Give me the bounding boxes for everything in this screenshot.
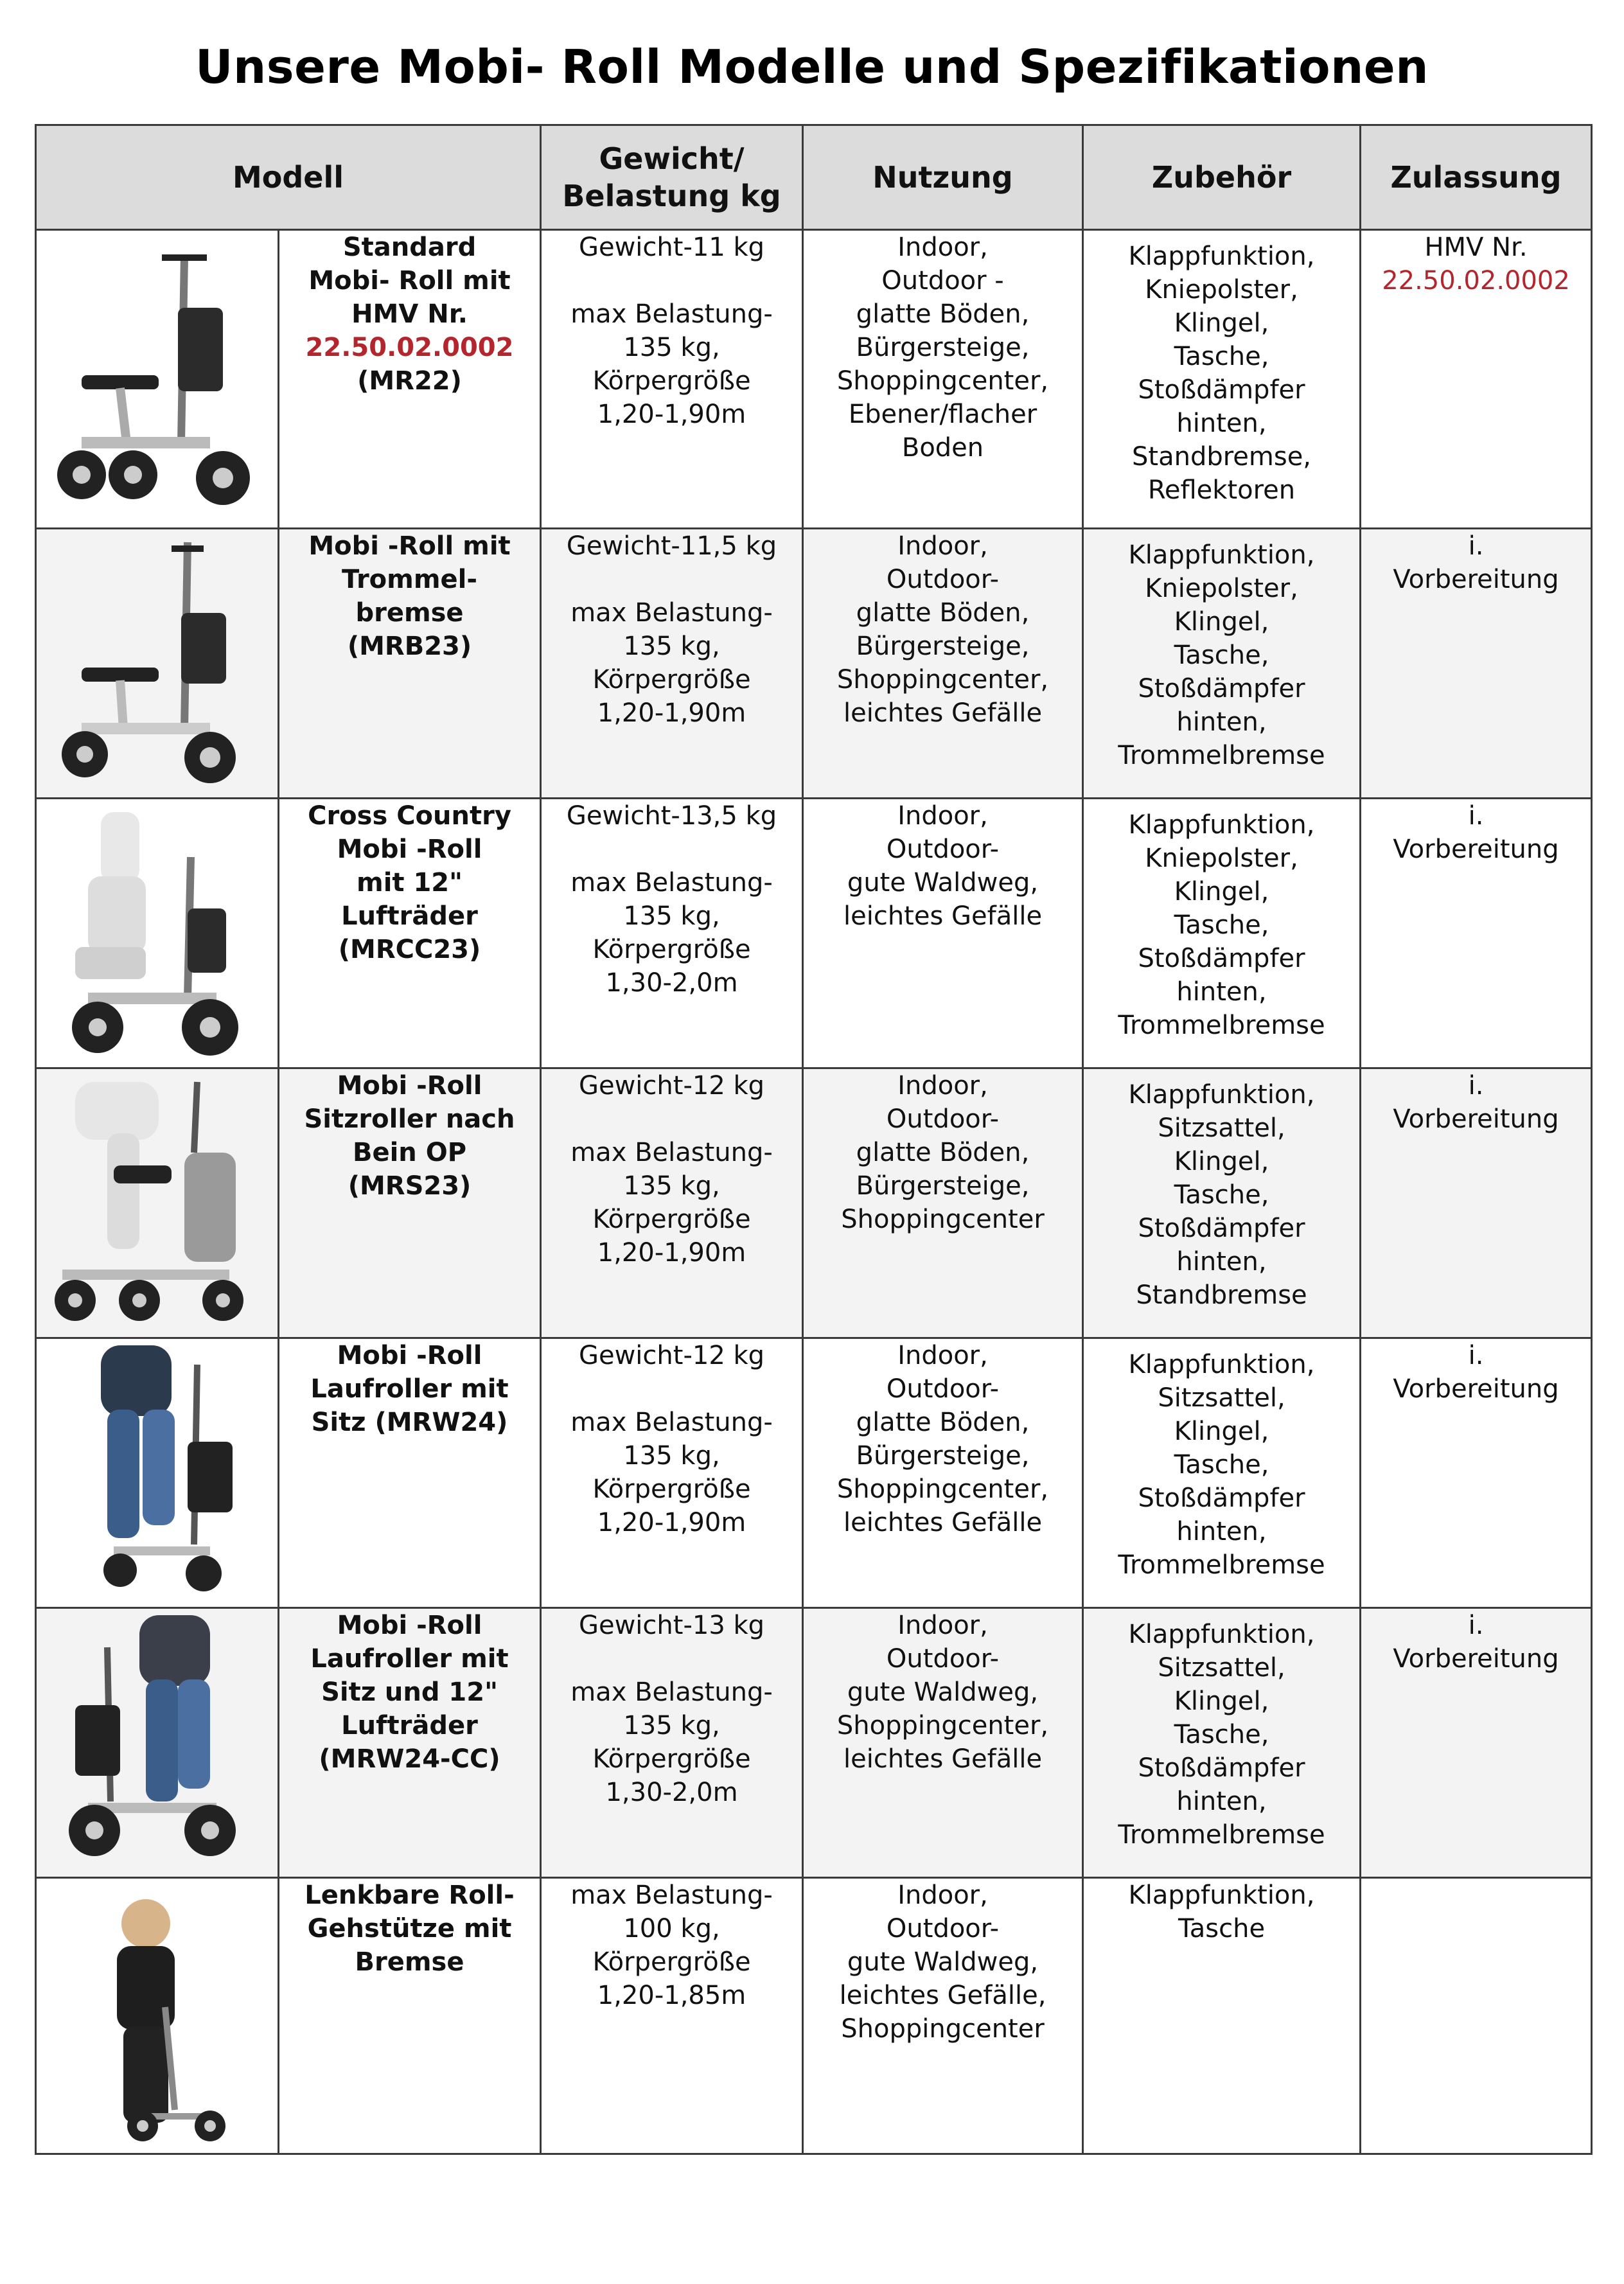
table-row bbox=[36, 529, 1592, 799]
accessories-mrb23: Klappfunktion, Kniepolster, Klingel, Tasche, Stoßdämpfer hinten, Trommelbremse bbox=[1083, 529, 1361, 799]
table-row bbox=[36, 1068, 1592, 1338]
col-header-gewicht bbox=[541, 125, 803, 230]
walking-scooter-air-wheels-illustration bbox=[37, 1609, 276, 1875]
accessories-mrcc23: Klappfunktion, Kniepolster, Klingel, Tasche, Stoßdämpfer hinten, Trommelbremse bbox=[1083, 799, 1361, 1068]
model-image-roll-crutch bbox=[36, 1878, 279, 2154]
weight-load-mrcc23: Gewicht-13,5 kg max Belastung- 135 kg, Körpergröße 1,30-2,0m bbox=[541, 799, 803, 1068]
model-image-mrs23 bbox=[36, 1068, 279, 1338]
accessories-roll-crutch: Klappfunktion, Tasche bbox=[1083, 1878, 1361, 2154]
usage-mrcc23: Indoor, Outdoor- gute Waldweg, leichtes Gefälle bbox=[803, 799, 1083, 1068]
accessories-mr22: Klappfunktion, Kniepolster, Klingel, Tasche, Stoßdämpfer hinten, Standbremse, Reflektoren bbox=[1083, 230, 1361, 529]
col-header-nutzung: Nutzung bbox=[803, 125, 1083, 230]
header-row bbox=[36, 125, 1592, 230]
weight-load-mrs23: Gewicht-12 kg max Belastung- 135 kg, Körpergröße 1,20-1,90m bbox=[541, 1068, 803, 1338]
seat-scooter-illustration bbox=[37, 1069, 276, 1335]
weight-load-mrw24: Gewicht-12 kg max Belastung- 135 kg, Körpergröße 1,20-1,90m bbox=[541, 1338, 803, 1608]
model-name-mr22: Standard Mobi- Roll mit HMV Nr. 22.50.02.0002 (MR22) bbox=[279, 230, 541, 529]
cross-country-scooter-illustration bbox=[37, 799, 276, 1065]
col-header-zulassung: Zulassung bbox=[1361, 125, 1592, 230]
model-image-mrw24-cc bbox=[36, 1608, 279, 1878]
model-image-mrw24 bbox=[36, 1338, 279, 1608]
model-name-mrb23: Mobi -Roll mit Trommel- bremse (MRB23) bbox=[279, 529, 541, 799]
usage-mrb23: Indoor, Outdoor- glatte Böden, Bürgersteige, Shoppingcenter, leichtes Gefälle bbox=[803, 529, 1083, 799]
approval-mrw24-cc: i. Vorbereitung bbox=[1361, 1608, 1592, 1878]
approval-mrs23: i. Vorbereitung bbox=[1361, 1068, 1592, 1338]
usage-mr22: Indoor, Outdoor - glatte Böden, Bürgersteige, Shoppingcenter, Ebener/flacher Boden bbox=[803, 230, 1083, 529]
model-name-mrw24-cc: Mobi -Roll Laufroller mit Sitz und 12" Lufträder (MRW24-CC) bbox=[279, 1608, 541, 1878]
accessories-mrs23: Klappfunktion, Sitzsattel, Klingel, Tasche, Stoßdämpfer hinten, Standbremse bbox=[1083, 1068, 1361, 1338]
usage-mrw24: Indoor, Outdoor- glatte Böden, Bürgersteige, Shoppingcenter, leichtes Gefälle bbox=[803, 1338, 1083, 1608]
model-name-mrcc23: Cross Country Mobi -Roll mit 12" Lufträder (MRCC23) bbox=[279, 799, 541, 1068]
accessories-mrw24: Klappfunktion, Sitzsattel, Klingel, Tasche, Stoßdämpfer hinten, Trommelbremse bbox=[1083, 1338, 1361, 1608]
usage-roll-crutch: Indoor, Outdoor- gute Waldweg, leichtes Gefälle, Shoppingcenter bbox=[803, 1878, 1083, 2154]
weight-load-mrb23: Gewicht-11,5 kg max Belastung- 135 kg, Körpergröße 1,20-1,90m bbox=[541, 529, 803, 799]
weight-load-mrw24-cc: Gewicht-13 kg max Belastung- 135 kg, Körpergröße 1,30-2,0m bbox=[541, 1608, 803, 1878]
specs-table bbox=[35, 124, 1593, 2155]
model-name-mrs23: Mobi -Roll Sitzroller nach Bein OP (MRS23) bbox=[279, 1068, 541, 1338]
approval-mrcc23: i. Vorbereitung bbox=[1361, 799, 1592, 1068]
table-row bbox=[36, 1608, 1592, 1878]
table-row bbox=[36, 799, 1592, 1068]
page-title: Unsere Mobi- Roll Modelle und Spezifikationen bbox=[195, 40, 1429, 94]
model-image-mrb23 bbox=[36, 529, 279, 799]
table-row bbox=[36, 230, 1592, 529]
col-header-modell: Modell bbox=[36, 125, 541, 230]
usage-mrs23: Indoor, Outdoor- glatte Böden, Bürgersteige, Shoppingcenter bbox=[803, 1068, 1083, 1338]
approval-mrw24: i. Vorbereitung bbox=[1361, 1338, 1592, 1608]
weight-load-roll-crutch: max Belastung- 100 kg, Körpergröße 1,20-1,85m bbox=[541, 1878, 803, 2154]
table-row bbox=[36, 1338, 1592, 1608]
weight-load-mr22: Gewicht-11 kg max Belastung- 135 kg, Körpergröße 1,20-1,90m bbox=[541, 230, 803, 529]
walking-scooter-illustration bbox=[37, 1339, 276, 1605]
approval-mr22: HMV Nr. 22.50.02.0002 bbox=[1361, 230, 1592, 529]
model-image-mr22 bbox=[36, 230, 279, 529]
knee-scooter-drum-brake-illustration bbox=[37, 529, 276, 795]
table-row bbox=[36, 1878, 1592, 2154]
approval-mrb23: i. Vorbereitung bbox=[1361, 529, 1592, 799]
usage-mrw24-cc: Indoor, Outdoor- gute Waldweg, Shoppingcenter, leichtes Gefälle bbox=[803, 1608, 1083, 1878]
steerable-roll-crutch-illustration bbox=[37, 1879, 276, 2151]
col-header-gewicht-text: Gewicht/ Belastung kg bbox=[562, 141, 781, 213]
col-header-zubehoer: Zubehör bbox=[1083, 125, 1361, 230]
approval-roll-crutch bbox=[1361, 1878, 1592, 2154]
model-name-mrw24: Mobi -Roll Laufroller mit Sitz (MRW24) bbox=[279, 1338, 541, 1608]
model-image-mrcc23 bbox=[36, 799, 279, 1068]
knee-scooter-illustration bbox=[37, 231, 276, 526]
accessories-mrw24-cc: Klappfunktion, Sitzsattel, Klingel, Tasche, Stoßdämpfer hinten, Trommelbremse bbox=[1083, 1608, 1361, 1878]
model-name-roll-crutch: Lenkbare Roll- Gehstütze mit Bremse bbox=[279, 1878, 541, 2154]
